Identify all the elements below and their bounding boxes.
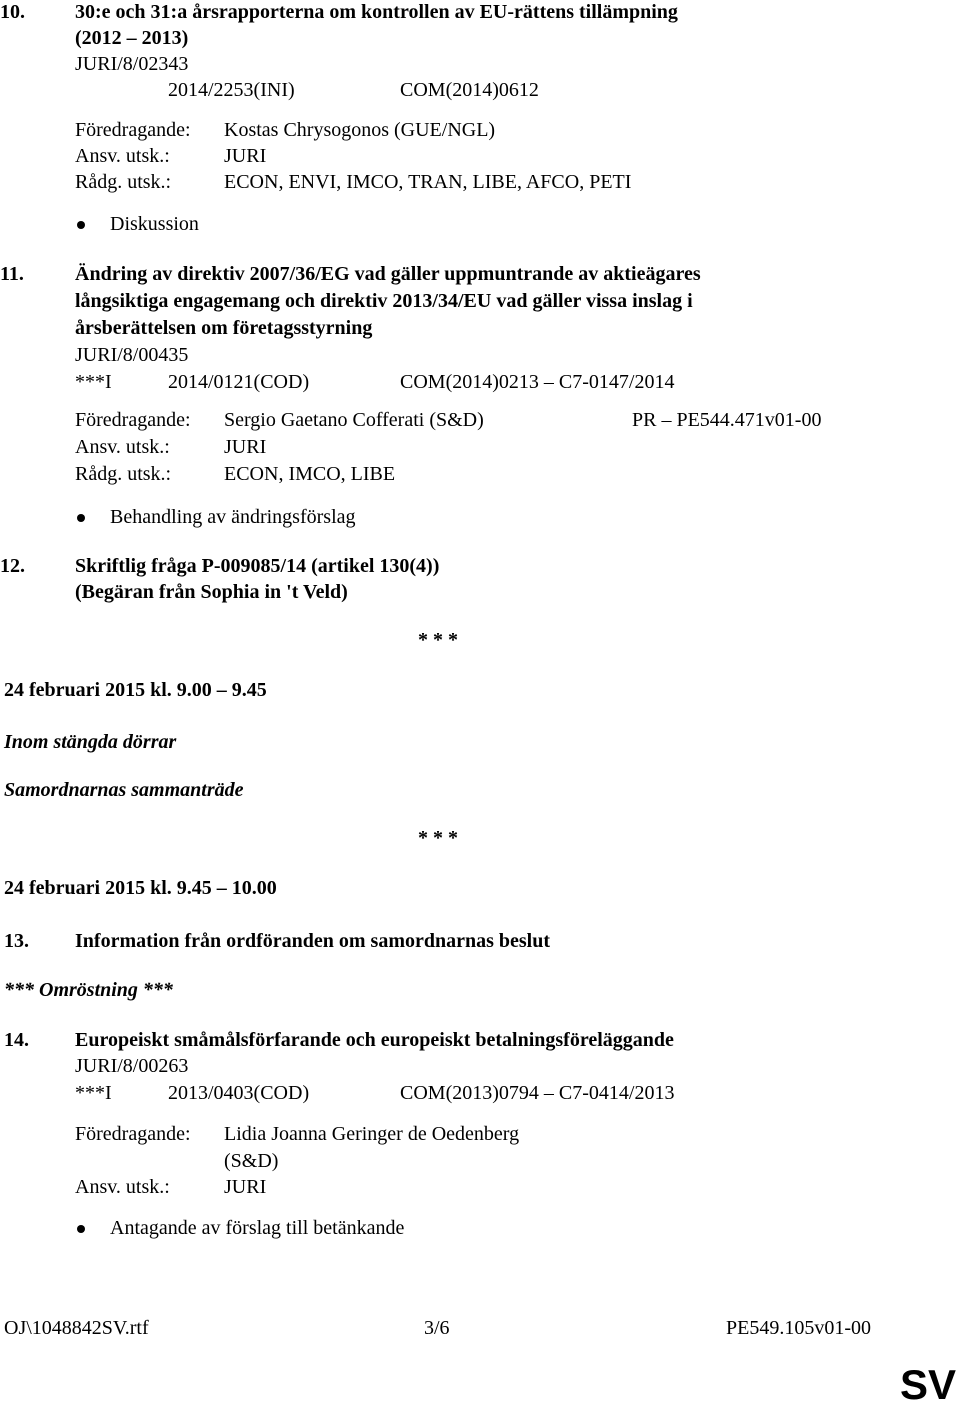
item-11-resp-label: Ansv. utsk.: <box>75 436 170 458</box>
item-11-stars: ***I <box>75 371 112 393</box>
item-11-procedure: 2014/0121(COD) <box>168 371 310 393</box>
item-14-ref: JURI/8/00263 <box>75 1055 189 1077</box>
item-14-rapporteur-line1: Lidia Joanna Geringer de Oedenberg <box>224 1123 520 1145</box>
item-14-resp: JURI <box>224 1176 267 1198</box>
section-separator: * * * <box>418 827 458 849</box>
item-11-title-line1: Ändring av direktiv 2007/36/EG vad gäller uppmuntrande av aktieägares <box>75 263 701 285</box>
item-10-action: Diskussion <box>110 213 199 235</box>
bullet-icon <box>77 221 85 229</box>
item-13-number: 13. <box>4 930 29 952</box>
item-11-number: 11. <box>0 263 24 285</box>
item-10-title-line2: (2012 – 2013) <box>75 27 189 49</box>
item-14-resp-label: Ansv. utsk.: <box>75 1176 170 1198</box>
item-12-title-line2: (Begäran från Sophia in 't Veld) <box>75 581 348 603</box>
footer-file-name: OJ\1048842SV.rtf <box>4 1317 149 1339</box>
item-10-rapporteur: Kostas Chrysogonos (GUE/NGL) <box>224 119 496 141</box>
item-11-action: Behandling av ändringsförslag <box>110 506 356 528</box>
item-10-rapporteur-label: Föredragande: <box>75 119 191 141</box>
footer-doc-ref: PE549.105v01-00 <box>726 1317 871 1339</box>
bullet-icon <box>77 514 85 522</box>
section-separator: * * * <box>418 629 458 651</box>
item-14-com: COM(2013)0794 – C7-0414/2013 <box>400 1082 675 1104</box>
session-2-datetime: 24 februari 2015 kl. 9.45 – 10.00 <box>4 877 277 899</box>
item-11-title-line2: långsiktiga engagemang och direktiv 2013/34/EU vad gäller vissa inslag i <box>75 290 693 312</box>
item-14-stars: ***I <box>75 1082 112 1104</box>
item-10-ref: JURI/8/02343 <box>75 53 189 75</box>
item-14-rapporteur-line2: (S&D) <box>224 1150 279 1172</box>
item-11-title-line3: årsberättelsen om företagsstyrning <box>75 317 373 339</box>
item-13-title: Information från ordföranden om samordnarnas beslut <box>75 930 551 952</box>
item-11-doc-ref: PR – PE544.471v01-00 <box>632 409 822 431</box>
item-10-opinion: ECON, ENVI, IMCO, TRAN, LIBE, AFCO, PETI <box>224 171 632 193</box>
item-14-number: 14. <box>4 1029 29 1051</box>
item-14-procedure: 2013/0403(COD) <box>168 1082 310 1104</box>
item-11-com: COM(2014)0213 – C7-0147/2014 <box>400 371 675 393</box>
item-11-rapporteur: Sergio Gaetano Cofferati (S&D) <box>224 409 484 431</box>
item-12-title-line1: Skriftlig fråga P-009085/14 (artikel 130(4)) <box>75 555 440 577</box>
item-10-com: COM(2014)0612 <box>400 79 539 101</box>
item-11-opinion-label: Rådg. utsk.: <box>75 463 172 485</box>
item-11-resp: JURI <box>224 436 267 458</box>
item-14-rapporteur-label: Föredragande: <box>75 1123 191 1145</box>
item-11-ref: JURI/8/00435 <box>75 344 189 366</box>
item-10-procedure: 2014/2253(INI) <box>168 79 295 101</box>
item-12-number: 12. <box>0 555 25 577</box>
item-10-resp-label: Ansv. utsk.: <box>75 145 170 167</box>
bullet-icon <box>77 1225 85 1233</box>
item-10-number: 10. <box>0 1 25 23</box>
vote-header: *** Omröstning *** <box>4 979 173 1001</box>
item-11-rapporteur-label: Föredragande: <box>75 409 191 431</box>
item-14-title: Europeiskt småmålsförfarande och europeiskt betalningsföreläggande <box>75 1029 674 1051</box>
item-10-opinion-label: Rådg. utsk.: <box>75 171 172 193</box>
session-1-meeting: Samordnarnas sammanträde <box>4 779 244 801</box>
item-11-opinion: ECON, IMCO, LIBE <box>224 463 396 485</box>
footer-page-number: 3/6 <box>424 1317 450 1339</box>
item-10-resp: JURI <box>224 145 267 167</box>
session-1-datetime: 24 februari 2015 kl. 9.00 – 9.45 <box>4 679 267 701</box>
footer-language-code: SV <box>900 1361 957 1408</box>
session-1-closed: Inom stängda dörrar <box>4 731 177 753</box>
item-10-title-line1: 30:e och 31:a årsrapporterna om kontrollen av EU-rättens tillämpning <box>75 1 678 23</box>
item-14-action: Antagande av förslag till betänkande <box>110 1217 405 1239</box>
